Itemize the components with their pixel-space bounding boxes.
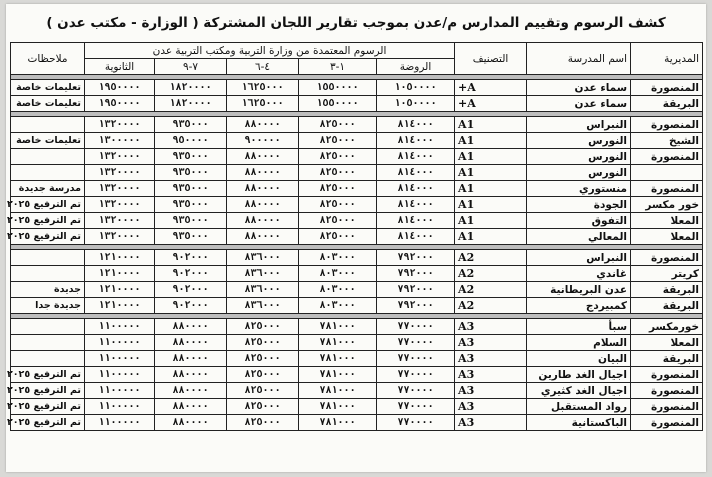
kindergarten-fee-cell: ٧٧٠٠٠٠ bbox=[377, 415, 455, 431]
table-row bbox=[11, 197, 703, 213]
grades-7-9-fee-cell: ٩٣٥٠٠٠ bbox=[155, 197, 227, 213]
table-row bbox=[11, 335, 703, 351]
kindergarten-fee-cell: ٧٧٠٠٠٠ bbox=[377, 319, 455, 335]
directorate-cell: المنصورة bbox=[631, 250, 703, 266]
grades-7-9-fee-cell: ١٨٢٠٠٠٠ bbox=[155, 80, 227, 96]
grades-4-6-fee-cell: ٨٢٥٠٠٠ bbox=[227, 383, 299, 399]
grades-7-9-fee-cell: ٨٨٠٠٠٠ bbox=[155, 351, 227, 367]
notes-cell bbox=[11, 335, 85, 351]
grades-1-3-fee-cell: ٧٨١٠٠٠ bbox=[299, 399, 377, 415]
grades-1-3-fee-cell: ٨٠٣٠٠٠ bbox=[299, 298, 377, 314]
table-row bbox=[11, 165, 703, 181]
secondary-fee-cell: ١١٠٠٠٠٠ bbox=[85, 415, 155, 431]
kindergarten-fee-cell: ٧٧٠٠٠٠ bbox=[377, 351, 455, 367]
notes-cell bbox=[11, 351, 85, 367]
classification-cell: A1 bbox=[455, 133, 527, 149]
grades-7-9-fee-cell: ٨٨٠٠٠٠ bbox=[155, 319, 227, 335]
grades-4-6-fee-cell: ٨٨٠٠٠٠ bbox=[227, 197, 299, 213]
kindergarten-fee-cell: ٨١٤٠٠٠ bbox=[377, 181, 455, 197]
directorate-cell: كريتر bbox=[631, 266, 703, 282]
kindergarten-fee-cell: ٨١٤٠٠٠ bbox=[377, 229, 455, 245]
notes-cell bbox=[11, 165, 85, 181]
secondary-fee-cell: ١١٠٠٠٠٠ bbox=[85, 335, 155, 351]
directorate-cell: خورمكسر bbox=[631, 319, 703, 335]
notes-cell: تم الترفيع ٢٠٢٥ bbox=[11, 229, 85, 245]
directorate-cell: المعلا bbox=[631, 335, 703, 351]
grades-1-3-fee-cell: ٨٢٥٠٠٠ bbox=[299, 213, 377, 229]
school-cell: التفوق bbox=[527, 213, 631, 229]
grades-1-3-fee-cell: ٨٢٥٠٠٠ bbox=[299, 133, 377, 149]
grades-1-3-fee-cell: ٨٠٣٠٠٠ bbox=[299, 282, 377, 298]
kindergarten-fee-cell: ٧٩٢٠٠٠ bbox=[377, 266, 455, 282]
classification-cell: A2 bbox=[455, 298, 527, 314]
grades-4-6-fee-cell: ٩٠٠٠٠٠ bbox=[227, 133, 299, 149]
classification-cell: A+ bbox=[455, 80, 527, 96]
grades-4-6-fee-cell: ٨٢٥٠٠٠ bbox=[227, 335, 299, 351]
classification-cell: A3 bbox=[455, 383, 527, 399]
table-row bbox=[11, 319, 703, 335]
directorate-cell: المنصورة bbox=[631, 181, 703, 197]
grades-4-6-fee-cell: ١٦٢٥٠٠٠ bbox=[227, 80, 299, 96]
notes-cell: تم الترفيع ٢٠٢٥ bbox=[11, 213, 85, 229]
kindergarten-fee-cell: ٧٩٢٠٠٠ bbox=[377, 282, 455, 298]
school-cell: سبأ bbox=[527, 319, 631, 335]
grades-1-3-fee-cell: ٧٨١٠٠٠ bbox=[299, 335, 377, 351]
notes-cell bbox=[11, 250, 85, 266]
school-cell: النبراس bbox=[527, 117, 631, 133]
secondary-fee-cell: ١٣٢٠٠٠٠ bbox=[85, 149, 155, 165]
kindergarten-fee-cell: ١٠٥٠٠٠٠ bbox=[377, 80, 455, 96]
grades-7-9-fee-cell: ٩٣٥٠٠٠ bbox=[155, 117, 227, 133]
grades-1-3-fee-cell: ٨٢٥٠٠٠ bbox=[299, 229, 377, 245]
table-row bbox=[11, 133, 703, 149]
classification-cell: A3 bbox=[455, 319, 527, 335]
classification-cell: A1 bbox=[455, 165, 527, 181]
grades-7-9-fee-cell: ٩٠٢٠٠٠ bbox=[155, 282, 227, 298]
school-cell: رواد المستقبل bbox=[527, 399, 631, 415]
grades-7-9-fee-cell: ٨٨٠٠٠٠ bbox=[155, 383, 227, 399]
grades-4-6-fee-cell: ٨٣٦٠٠٠ bbox=[227, 298, 299, 314]
grades-7-9-fee-cell: ٩٣٥٠٠٠ bbox=[155, 149, 227, 165]
school-cell: سماء عدن bbox=[527, 96, 631, 112]
secondary-fee-cell: ١٣٢٠٠٠٠ bbox=[85, 117, 155, 133]
col-header-notes: ملاحظات bbox=[11, 43, 85, 75]
grades-1-3-fee-cell: ٧٨١٠٠٠ bbox=[299, 319, 377, 335]
school-cell: الجودة bbox=[527, 197, 631, 213]
school-cell: النبراس bbox=[527, 250, 631, 266]
classification-cell: A1 bbox=[455, 117, 527, 133]
grades-7-9-fee-cell: ٩٠٢٠٠٠ bbox=[155, 266, 227, 282]
table-row bbox=[11, 80, 703, 96]
col-header-fees-note: الرسوم المعتمدة من وزارة التربية ومكتب التربية عدن bbox=[85, 43, 455, 59]
secondary-fee-cell: ١١٠٠٠٠٠ bbox=[85, 351, 155, 367]
grades-1-3-fee-cell: ٨٢٥٠٠٠ bbox=[299, 149, 377, 165]
grades-1-3-fee-cell: ٨٢٥٠٠٠ bbox=[299, 197, 377, 213]
grades-4-6-fee-cell: ٨٢٥٠٠٠ bbox=[227, 367, 299, 383]
grades-7-9-fee-cell: ٨٨٠٠٠٠ bbox=[155, 335, 227, 351]
directorate-cell: المعلا bbox=[631, 213, 703, 229]
kindergarten-fee-cell: ٧٩٢٠٠٠ bbox=[377, 250, 455, 266]
directorate-cell: المنصورة bbox=[631, 367, 703, 383]
secondary-fee-cell: ١٢١٠٠٠٠ bbox=[85, 250, 155, 266]
secondary-fee-cell: ١٢١٠٠٠٠ bbox=[85, 266, 155, 282]
grades-7-9-fee-cell: ٨٨٠٠٠٠ bbox=[155, 415, 227, 431]
notes-cell bbox=[11, 117, 85, 133]
table-row bbox=[11, 117, 703, 133]
col-header-school: اسم المدرسة bbox=[527, 43, 631, 75]
table-row bbox=[11, 229, 703, 245]
grades-1-3-fee-cell: ٨٠٣٠٠٠ bbox=[299, 266, 377, 282]
school-cell: البيان bbox=[527, 351, 631, 367]
grades-4-6-fee-cell: ٨٣٦٠٠٠ bbox=[227, 250, 299, 266]
classification-cell: A3 bbox=[455, 367, 527, 383]
school-cell: اجيال الغد كثيري bbox=[527, 383, 631, 399]
school-cell: غاندي bbox=[527, 266, 631, 282]
directorate-cell: المنصورة bbox=[631, 383, 703, 399]
grades-4-6-fee-cell: ٨٨٠٠٠٠ bbox=[227, 213, 299, 229]
classification-cell: A2 bbox=[455, 266, 527, 282]
classification-cell: A1 bbox=[455, 213, 527, 229]
table-row bbox=[11, 351, 703, 367]
grades-1-3-fee-cell: ٨٢٥٠٠٠ bbox=[299, 181, 377, 197]
directorate-cell: البريقة bbox=[631, 96, 703, 112]
grades-7-9-fee-cell: ٩٣٥٠٠٠ bbox=[155, 213, 227, 229]
grades-7-9-fee-cell: ٩٣٥٠٠٠ bbox=[155, 229, 227, 245]
col-header-classification: التصنيف bbox=[455, 43, 527, 75]
header-row-main bbox=[11, 43, 703, 59]
directorate-cell: البريقة bbox=[631, 282, 703, 298]
notes-cell: تم الترفيع ٢٠٢٥ bbox=[11, 197, 85, 213]
directorate-cell: المنصورة bbox=[631, 80, 703, 96]
kindergarten-fee-cell: ٧٧٠٠٠٠ bbox=[377, 399, 455, 415]
kindergarten-fee-cell: ١٠٥٠٠٠٠ bbox=[377, 96, 455, 112]
table-row bbox=[11, 367, 703, 383]
grades-4-6-fee-cell: ٨٣٦٠٠٠ bbox=[227, 266, 299, 282]
notes-cell: تعليمات خاصة bbox=[11, 96, 85, 112]
directorate-cell: المعلا bbox=[631, 229, 703, 245]
school-cell: اجيال الغد طارين bbox=[527, 367, 631, 383]
secondary-fee-cell: ١٣٢٠٠٠٠ bbox=[85, 165, 155, 181]
grades-1-3-fee-cell: ٧٨١٠٠٠ bbox=[299, 367, 377, 383]
col-header-directorate: المديرية bbox=[631, 43, 703, 75]
kindergarten-fee-cell: ٨١٤٠٠٠ bbox=[377, 117, 455, 133]
directorate-cell: البريقة bbox=[631, 298, 703, 314]
grades-4-6-fee-cell: ٨٢٥٠٠٠ bbox=[227, 399, 299, 415]
grades-7-9-fee-cell: ٩٥٠٠٠٠ bbox=[155, 133, 227, 149]
secondary-fee-cell: ١٣٠٠٠٠٠ bbox=[85, 133, 155, 149]
school-cell: كمبيردج bbox=[527, 298, 631, 314]
classification-cell: A1 bbox=[455, 181, 527, 197]
secondary-fee-cell: ١٣٢٠٠٠٠ bbox=[85, 181, 155, 197]
classification-cell: A+ bbox=[455, 96, 527, 112]
notes-cell: تم الترفيع ٢٠٢٥ bbox=[11, 399, 85, 415]
school-cell: الباكستانية bbox=[527, 415, 631, 431]
kindergarten-fee-cell: ٨١٤٠٠٠ bbox=[377, 197, 455, 213]
notes-cell: تم الترفيع ٢٠٢٥ bbox=[11, 415, 85, 431]
secondary-fee-cell: ١٩٥٠٠٠٠ bbox=[85, 80, 155, 96]
grades-4-6-fee-cell: ٨٨٠٠٠٠ bbox=[227, 117, 299, 133]
notes-cell bbox=[11, 149, 85, 165]
school-cell: سماء عدن bbox=[527, 80, 631, 96]
grades-4-6-fee-cell: ١٦٢٥٠٠٠ bbox=[227, 96, 299, 112]
school-cell: النورس bbox=[527, 133, 631, 149]
classification-cell: A1 bbox=[455, 149, 527, 165]
directorate-cell: الشيخ bbox=[631, 133, 703, 149]
notes-cell: تعليمات خاصة bbox=[11, 133, 85, 149]
notes-cell: جديدة جدا bbox=[11, 298, 85, 314]
kindergarten-fee-cell: ٨١٤٠٠٠ bbox=[377, 133, 455, 149]
grades-7-9-fee-cell: ٩٣٥٠٠٠ bbox=[155, 165, 227, 181]
grades-7-9-fee-cell: ٩٠٢٠٠٠ bbox=[155, 250, 227, 266]
grades-7-9-fee-cell: ٩٣٥٠٠٠ bbox=[155, 181, 227, 197]
table-row bbox=[11, 149, 703, 165]
notes-cell: تم الترفيع ٢٠٢٥ bbox=[11, 367, 85, 383]
classification-cell: A3 bbox=[455, 415, 527, 431]
secondary-fee-cell: ١٢١٠٠٠٠ bbox=[85, 298, 155, 314]
grades-1-3-fee-cell: ٨٠٣٠٠٠ bbox=[299, 250, 377, 266]
secondary-fee-cell: ١١٠٠٠٠٠ bbox=[85, 319, 155, 335]
kindergarten-fee-cell: ٨١٤٠٠٠ bbox=[377, 165, 455, 181]
secondary-fee-cell: ١١٠٠٠٠٠ bbox=[85, 383, 155, 399]
kindergarten-fee-cell: ٧٩٢٠٠٠ bbox=[377, 298, 455, 314]
classification-cell: A2 bbox=[455, 282, 527, 298]
grades-4-6-fee-cell: ٨٨٠٠٠٠ bbox=[227, 181, 299, 197]
grades-7-9-fee-cell: ٨٨٠٠٠٠ bbox=[155, 399, 227, 415]
school-cell: النورس bbox=[527, 149, 631, 165]
grades-4-6-fee-cell: ٨٢٥٠٠٠ bbox=[227, 319, 299, 335]
table-row bbox=[11, 250, 703, 266]
grades-4-6-fee-cell: ٨٨٠٠٠٠ bbox=[227, 165, 299, 181]
col-header-grades-1-3: ١-٣ bbox=[299, 59, 377, 75]
classification-cell: A3 bbox=[455, 335, 527, 351]
notes-cell bbox=[11, 319, 85, 335]
notes-cell: مدرسة جديدة bbox=[11, 181, 85, 197]
classification-cell: A3 bbox=[455, 351, 527, 367]
table-row bbox=[11, 96, 703, 112]
table-row bbox=[11, 383, 703, 399]
grades-1-3-fee-cell: ٨٢٥٠٠٠ bbox=[299, 117, 377, 133]
grades-7-9-fee-cell: ٨٨٠٠٠٠ bbox=[155, 367, 227, 383]
notes-cell bbox=[11, 266, 85, 282]
grades-7-9-fee-cell: ١٨٢٠٠٠٠ bbox=[155, 96, 227, 112]
school-cell: عدن البريطانية bbox=[527, 282, 631, 298]
secondary-fee-cell: ١١٠٠٠٠٠ bbox=[85, 367, 155, 383]
kindergarten-fee-cell: ٧٧٠٠٠٠ bbox=[377, 335, 455, 351]
directorate-cell: المنصورة bbox=[631, 399, 703, 415]
secondary-fee-cell: ١٩٥٠٠٠٠ bbox=[85, 96, 155, 112]
table-row bbox=[11, 415, 703, 431]
notes-cell: تعليمات خاصة bbox=[11, 80, 85, 96]
secondary-fee-cell: ١٣٢٠٠٠٠ bbox=[85, 197, 155, 213]
school-cell: المعالي bbox=[527, 229, 631, 245]
school-cell: منستوري bbox=[527, 181, 631, 197]
secondary-fee-cell: ١١٠٠٠٠٠ bbox=[85, 399, 155, 415]
secondary-fee-cell: ١٣٢٠٠٠٠ bbox=[85, 213, 155, 229]
kindergarten-fee-cell: ٨١٤٠٠٠ bbox=[377, 149, 455, 165]
grades-7-9-fee-cell: ٩٠٢٠٠٠ bbox=[155, 298, 227, 314]
grades-1-3-fee-cell: ٧٨١٠٠٠ bbox=[299, 383, 377, 399]
document-title: كشف الرسوم وتقييم المدارس م/عدن بموجب تقارير اللجان المشتركة ( الوزارة - مكتب عدن ) bbox=[46, 15, 666, 31]
secondary-fee-cell: ١٢١٠٠٠٠ bbox=[85, 282, 155, 298]
kindergarten-fee-cell: ٧٧٠٠٠٠ bbox=[377, 367, 455, 383]
grades-1-3-fee-cell: ٧٨١٠٠٠ bbox=[299, 415, 377, 431]
table-body bbox=[6, 75, 703, 431]
classification-cell: A3 bbox=[455, 399, 527, 415]
kindergarten-fee-cell: ٨١٤٠٠٠ bbox=[377, 213, 455, 229]
grades-1-3-fee-cell: ١٥٥٠٠٠٠ bbox=[299, 96, 377, 112]
col-header-kindergarten: الروضة bbox=[377, 59, 455, 75]
directorate-cell: خور مكسر bbox=[631, 197, 703, 213]
table-row bbox=[11, 399, 703, 415]
classification-cell: A1 bbox=[455, 197, 527, 213]
notes-cell: تم الترفيع ٢٠٢٥ bbox=[11, 383, 85, 399]
classification-cell: A1 bbox=[455, 229, 527, 245]
directorate-cell: البريقة bbox=[631, 351, 703, 367]
grades-4-6-fee-cell: ٨٣٦٠٠٠ bbox=[227, 282, 299, 298]
notes-cell: جديدة bbox=[11, 282, 85, 298]
table-row bbox=[11, 181, 703, 197]
kindergarten-fee-cell: ٧٧٠٠٠٠ bbox=[377, 383, 455, 399]
fees-table bbox=[6, 42, 703, 431]
directorate-cell: المنصورة bbox=[631, 415, 703, 431]
grades-1-3-fee-cell: ٧٨١٠٠٠ bbox=[299, 351, 377, 367]
classification-cell: A2 bbox=[455, 250, 527, 266]
school-cell: النورس bbox=[527, 165, 631, 181]
grades-4-6-fee-cell: ٨٢٥٠٠٠ bbox=[227, 415, 299, 431]
grades-4-6-fee-cell: ٨٨٠٠٠٠ bbox=[227, 229, 299, 245]
grades-1-3-fee-cell: ٨٢٥٠٠٠ bbox=[299, 165, 377, 181]
grades-4-6-fee-cell: ٨٢٥٠٠٠ bbox=[227, 351, 299, 367]
table-row bbox=[11, 282, 703, 298]
secondary-fee-cell: ١٣٢٠٠٠٠ bbox=[85, 229, 155, 245]
directorate-cell: المنصورة bbox=[631, 117, 703, 133]
col-header-grades-4-6: ٤-٦ bbox=[227, 59, 299, 75]
col-header-grades-7-9: ٧-٩ bbox=[155, 59, 227, 75]
school-cell: السلام bbox=[527, 335, 631, 351]
directorate-cell bbox=[631, 165, 703, 181]
directorate-cell: المنصورة bbox=[631, 149, 703, 165]
grades-4-6-fee-cell: ٨٨٠٠٠٠ bbox=[227, 149, 299, 165]
col-header-secondary: الثانوية bbox=[85, 59, 155, 75]
table-row bbox=[11, 213, 703, 229]
table-row bbox=[11, 298, 703, 314]
table-row bbox=[11, 266, 703, 282]
document-sheet bbox=[6, 4, 706, 472]
grades-1-3-fee-cell: ١٥٥٠٠٠٠ bbox=[299, 80, 377, 96]
